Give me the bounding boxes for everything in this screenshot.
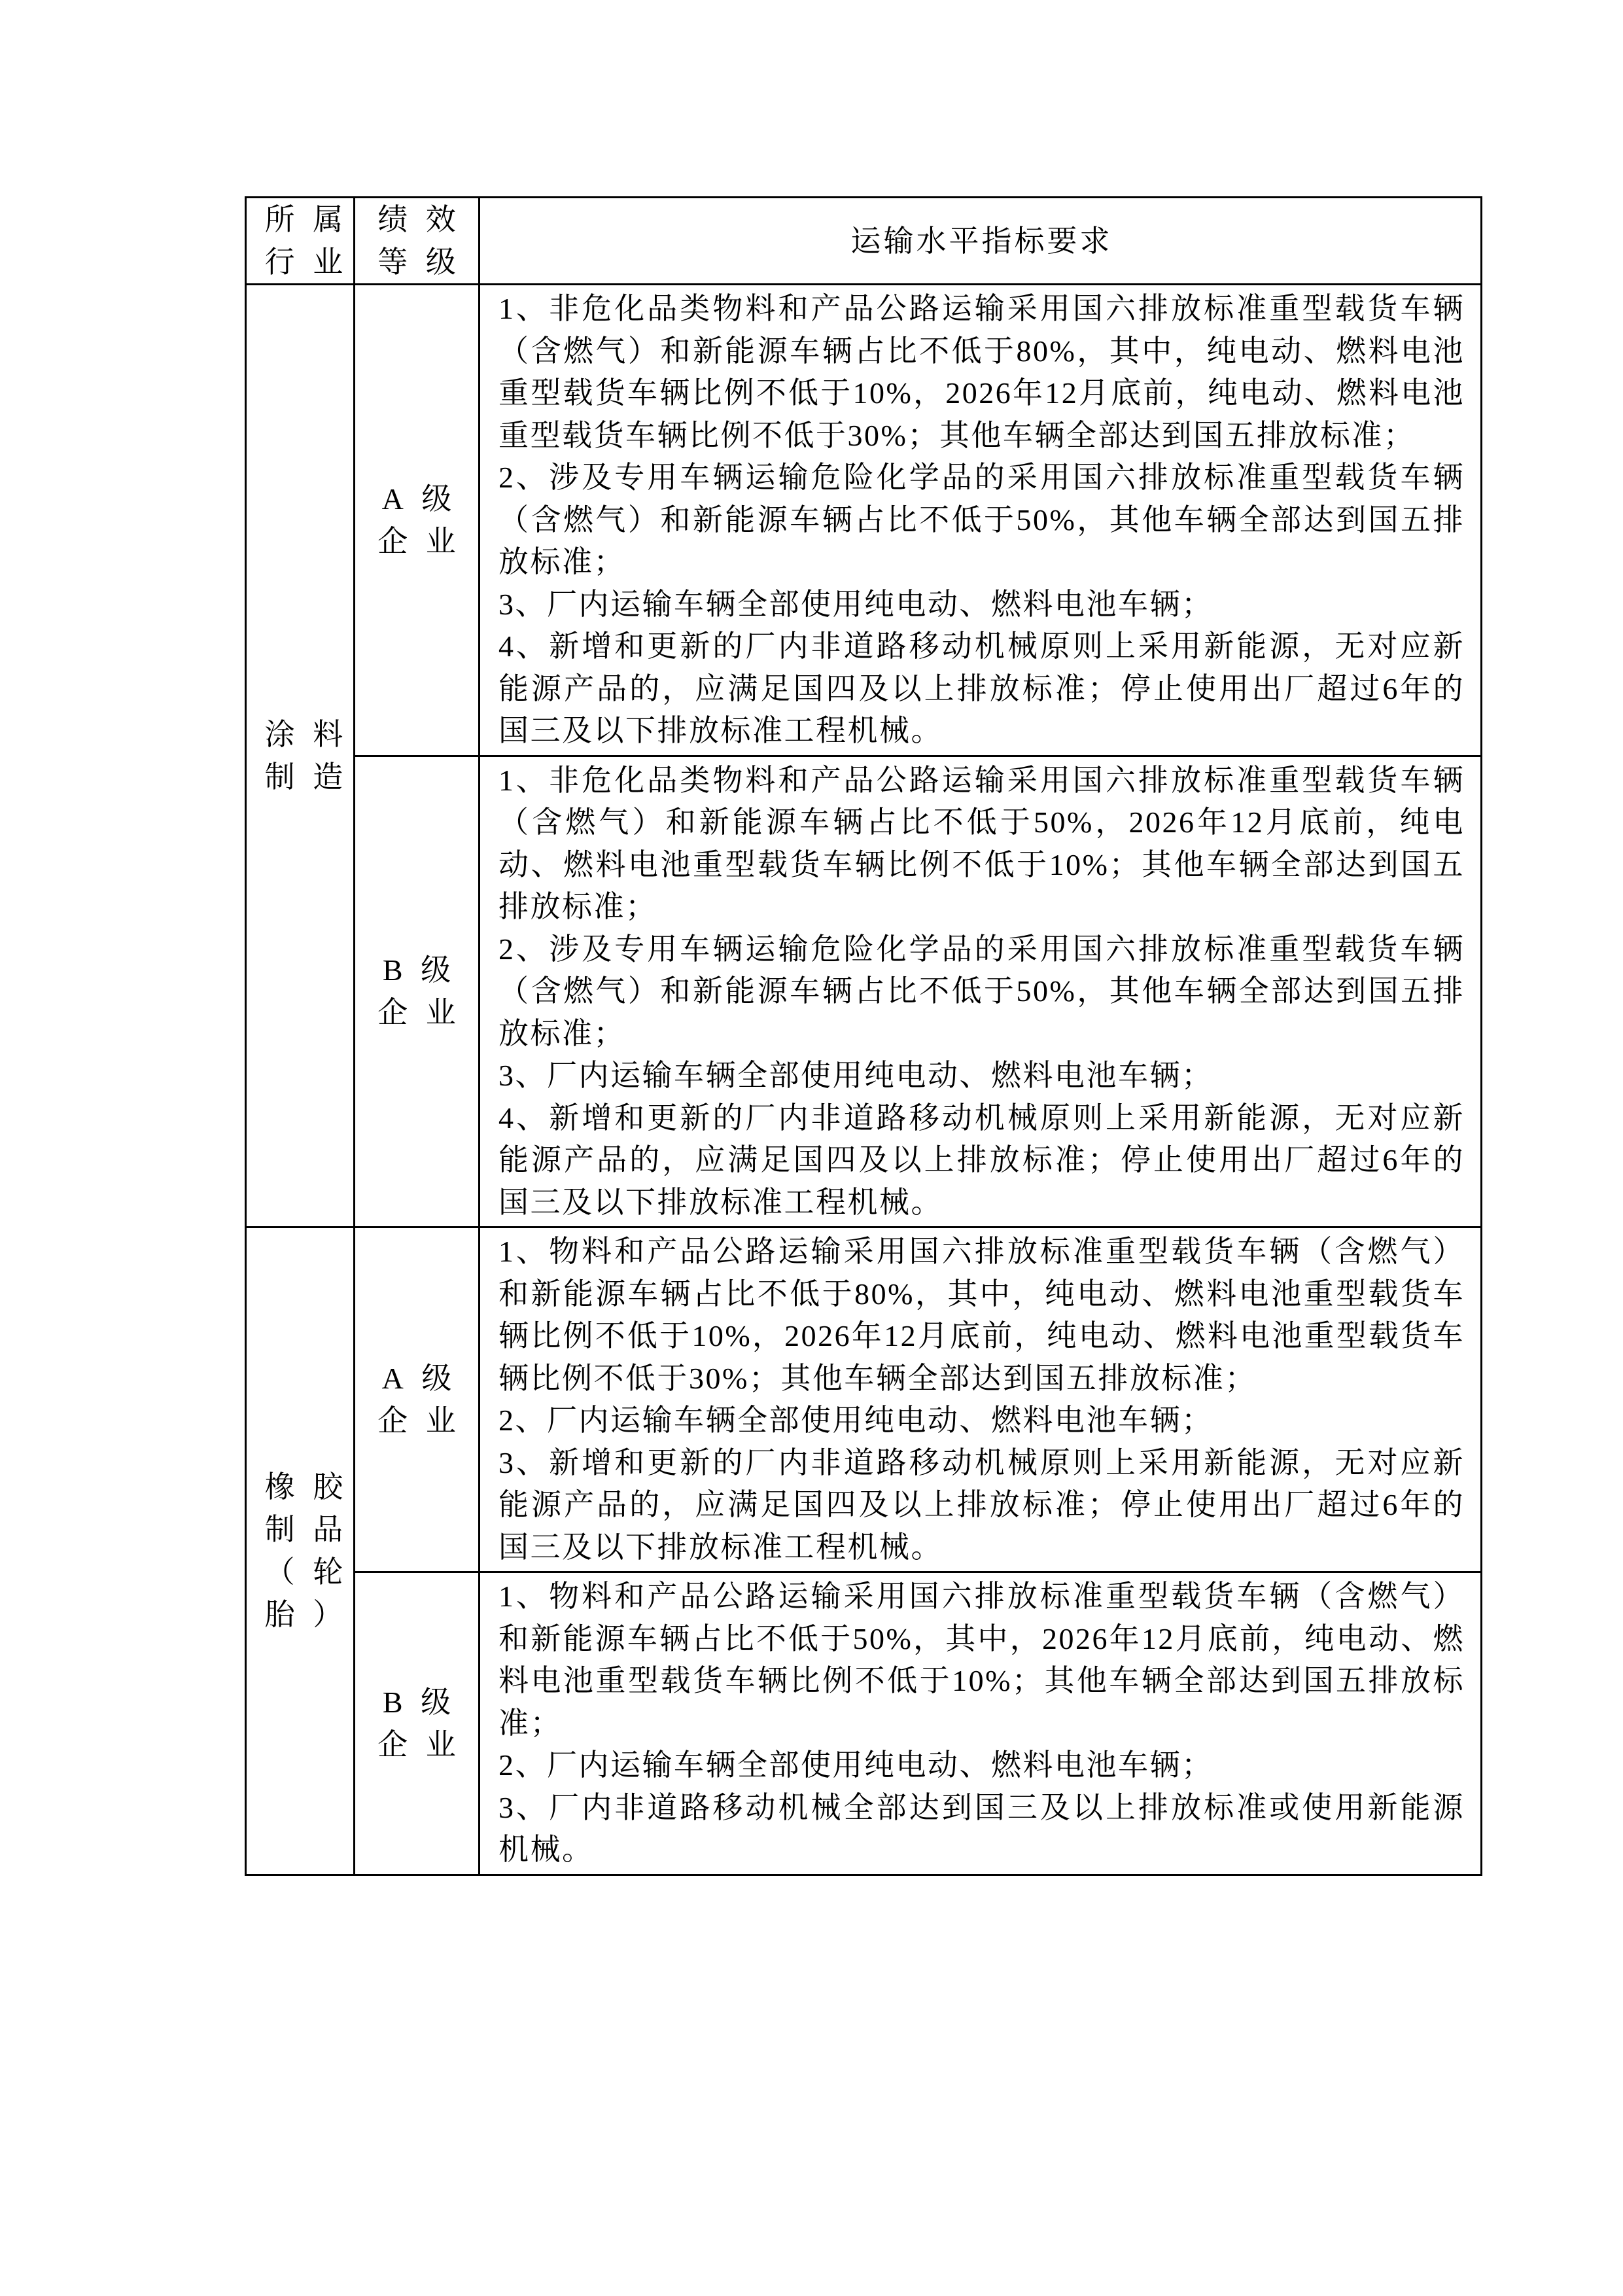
- requirement-item: 4、新增和更新的厂内非道路移动机械原则上采用新能源，无对应新能源产品的，应满足国四及以上排放标准；停止使用出厂超过6年的国三及以下排放标准工程机械。: [498, 629, 1465, 747]
- requirement-item: 1、非危化品类物料和产品公路运输采用国六排放标准重型载货车辆（含燃气）和新能源车辆占比不低于50%，2026年12月底前，纯电动、燃料电池重型载货车辆比例不低于10%；其他车辆全部达到国五排放标准；: [498, 763, 1465, 923]
- grade-rubber-b-line2: 企业: [377, 1727, 474, 1761]
- header-grade-line2: 等级: [377, 245, 474, 279]
- grade-coating-a-line2: 企业: [377, 524, 474, 558]
- requirement-item: 3、厂内运输车辆全部使用纯电动、燃料电池车辆；: [498, 587, 1213, 621]
- industry-coating-line2: 制造: [264, 760, 361, 794]
- requirement-item: 2、涉及专用车辆运输危险化学品的采用国六排放标准重型载货车辆（含燃气）和新能源车辆占比不低于50%，其他车辆全部达到国五排放标准；: [498, 461, 1465, 578]
- grade-cell-coating-a: [355, 285, 480, 756]
- requirement-item: 2、厂内运输车辆全部使用纯电动、燃料电池车辆；: [498, 1404, 1213, 1437]
- row-rubber-grade-a: [246, 1227, 1482, 1572]
- industry-coating-line1: 涂料: [264, 718, 361, 751]
- grade-rubber-a-line1: A级: [381, 1362, 470, 1395]
- grade-cell-coating-b: [355, 756, 480, 1227]
- table-header-row: [246, 198, 1482, 285]
- row-coating-grade-b: [246, 756, 1482, 1227]
- row-coating-grade-a: [246, 285, 1482, 756]
- header-industry-cell: [246, 198, 361, 285]
- grade-cell-rubber-a: [355, 1227, 480, 1572]
- requirements-cell-coating-b: [480, 756, 1482, 1227]
- transport-requirements-table: [245, 196, 1482, 1876]
- requirement-item: 1、非危化品类物料和产品公路运输采用国六排放标准重型载货车辆（含燃气）和新能源车辆占比不低于80%，其中，纯电动、燃料电池重型载货车辆比例不低于10%，2026年12月底前，纯电动、燃料电池重型载货车辆比例不低于30%；其他车辆全部达到国五排放标准；: [498, 292, 1465, 452]
- header-requirements-cell: [480, 198, 1482, 285]
- requirements-cell-coating-a: [480, 285, 1482, 756]
- requirement-item: 3、厂内运输车辆全部使用纯电动、燃料电池车辆；: [498, 1059, 1213, 1092]
- grade-coating-b-line2: 企业: [377, 996, 474, 1030]
- requirement-item: 1、物料和产品公路运输采用国六排放标准重型载货车辆（含燃气）和新能源车辆占比不低于80%，其中，纯电动、燃料电池重型载货车辆比例不低于10%，2026年12月底前，纯电动、燃料电池重型载货车辆比例不低于30%；其他车辆全部达到国五排放标准；: [498, 1235, 1465, 1395]
- requirement-item: 2、涉及专用车辆运输危险化学品的采用国六排放标准重型载货车辆（含燃气）和新能源车辆占比不低于50%，其他车辆全部达到国五排放标准；: [498, 932, 1465, 1050]
- industry-cell-rubber: [246, 1227, 361, 1875]
- grade-rubber-a-line2: 企业: [377, 1404, 474, 1438]
- requirement-item: 2、厂内运输车辆全部使用纯电动、燃料电池车辆；: [498, 1748, 1213, 1782]
- requirements-cell-rubber-a: [480, 1227, 1482, 1572]
- header-industry-line2: 行业: [264, 245, 361, 279]
- requirements-cell-rubber-b: [480, 1572, 1482, 1875]
- row-rubber-grade-b: [246, 1572, 1482, 1875]
- grade-coating-b-line1: B级: [382, 953, 469, 987]
- industry-rubber-line2: 制品: [264, 1513, 361, 1547]
- industry-rubber-line4: 胎）: [264, 1598, 361, 1632]
- industry-rubber-line3: （轮: [264, 1555, 361, 1589]
- grade-coating-a-line1: A级: [381, 482, 470, 516]
- grade-cell-rubber-b: [355, 1572, 480, 1875]
- industry-cell-coating: [246, 285, 361, 1227]
- header-industry-line1: 所属: [264, 203, 361, 236]
- requirement-item: 4、新增和更新的厂内非道路移动机械原则上采用新能源，无对应新能源产品的，应满足国四及以上排放标准；停止使用出厂超过6年的国三及以下排放标准工程机械。: [498, 1101, 1465, 1219]
- header-requirements-label: 运输水平指标要求: [850, 224, 1113, 258]
- grade-rubber-b-line1: B级: [382, 1685, 469, 1719]
- header-grade-line1: 绩效: [377, 203, 474, 236]
- header-grade-cell: [355, 198, 480, 285]
- requirement-item: 3、厂内非道路移动机械全部达到国三及以上排放标准或使用新能源机械。: [498, 1790, 1465, 1866]
- industry-rubber-line1: 橡胶: [264, 1470, 361, 1504]
- requirement-item: 3、新增和更新的厂内非道路移动机械原则上采用新能源，无对应新能源产品的，应满足国四及以上排放标准；停止使用出厂超过6年的国三及以下排放标准工程机械。: [498, 1445, 1465, 1564]
- requirement-item: 1、物料和产品公路运输采用国六排放标准重型载货车辆（含燃气）和新能源车辆占比不低于50%，其中，2026年12月底前，纯电动、燃料电池重型载货车辆比例不低于10%；其他车辆全部达到国五排放标准；: [498, 1580, 1465, 1740]
